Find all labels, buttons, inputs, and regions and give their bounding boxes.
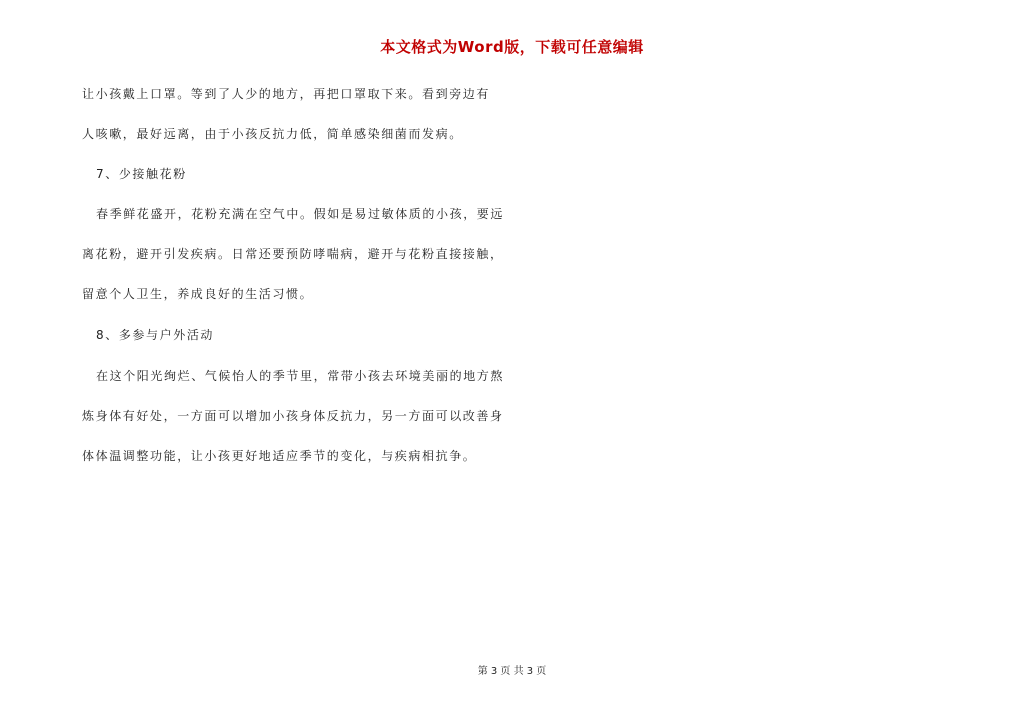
paragraph-line: 留意个人卫生，养成良好的生活习惯。 xyxy=(82,287,314,301)
page-number: 第 3 页 共 3 页 xyxy=(477,666,547,677)
section-heading: 8、多参与户外活动 xyxy=(96,328,215,342)
paragraph-line: 炼身体有好处，一方面可以增加小孩身体反抗力，另一方面可以改善身 xyxy=(82,409,504,423)
paragraph-line: 让小孩戴上口罩。等到了人少的地方，再把口罩取下来。看到旁边有 xyxy=(82,87,491,101)
paragraph-line: 在这个阳光绚烂、气候怡人的季节里，常带小孩去环境美丽的地方熬 xyxy=(96,369,505,383)
paragraph-line: 人咳嗽，最好远离，由于小孩反抗力低，简单感染细菌而发病。 xyxy=(82,127,463,141)
section-heading: 7、少接触花粉 xyxy=(96,167,187,181)
paragraph-line: 春季鲜花盛开，花粉充满在空气中。假如是易过敏体质的小孩，要远 xyxy=(96,207,505,221)
paragraph-line: 体体温调整功能，让小孩更好地适应季节的变化，与疾病相抗争。 xyxy=(82,449,477,463)
page-title: 本文格式为Word版，下载可任意编辑 xyxy=(380,38,644,56)
paragraph-line: 离花粉，避开引发疾病。日常还要预防哮喘病，避开与花粉直接接触， xyxy=(82,247,504,261)
